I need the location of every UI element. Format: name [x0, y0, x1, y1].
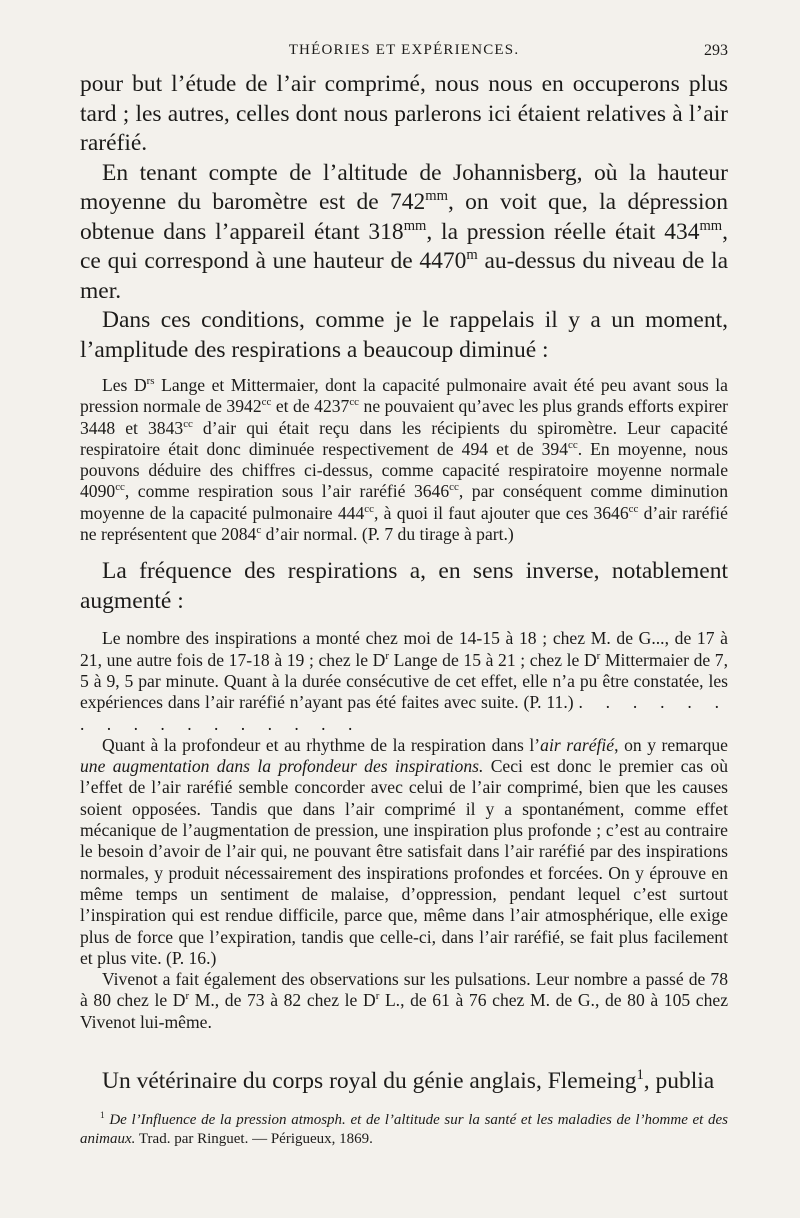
running-title: THÉORIES ET EXPÉRIENCES. — [288, 42, 520, 58]
quote-spirometer — [80, 375, 728, 545]
text-run: Quant à la profondeur et au rhythme de la respiration dans l’ — [102, 734, 541, 755]
unit-r: r — [385, 649, 389, 662]
text-run: Lange et Mittermaier, dont la capacité pulmonaire avait été peu avant sous la pression normale de 3942 — [80, 375, 728, 417]
text-run: , publia — [643, 1068, 715, 1095]
unit-c: c — [256, 524, 262, 537]
unit-m: m — [466, 247, 478, 264]
text-run: , la pression réelle était 434 — [426, 218, 700, 245]
text-run: , on y remarque — [614, 734, 728, 755]
page-header — [80, 40, 728, 70]
italic-run: air raréfié — [540, 734, 615, 755]
text-run: En tenant compte de l’altitude de Johannisberg, où la hauteur moyenne du baromètre est de 742 — [80, 159, 728, 215]
text-run: pour but l’étude de l’air comprimé, nous nous en occuperons plus tard ; les autres, celles dont nous parlerons ici étaient relatives à l’air raréfié. — [80, 71, 728, 156]
footnote-rest: Trad. par Ringuet. — Périgueux, 1869. — [135, 1131, 373, 1148]
unit-cc: cc — [261, 396, 272, 409]
text-run: , ce qui correspond à une hauteur de 4470 — [80, 218, 728, 274]
unit-cc: cc — [364, 502, 374, 515]
page-number: 293 — [704, 42, 728, 59]
unit-r: r — [375, 990, 380, 1003]
quote-depth-rhythm — [80, 735, 728, 969]
unit-cc: cc — [568, 439, 578, 452]
text-run: Vivenot a fait également des observations sur les pulsations. Leur nombre a passé de 78 à 80 chez le D — [80, 969, 728, 1011]
text-run: La fréquence des respirations a, en sens inverse, notablement augmenté : — [80, 558, 728, 614]
quote-pulsations — [80, 969, 728, 1033]
text-run: , par conséquent comme diminution moyenne de la capacité pulmonaire 444 — [80, 481, 728, 523]
text-run: Lange de 15 à 21 ; chez le D — [388, 649, 597, 670]
text-run: , comme respiration sous l’air raréfié 3646 — [124, 481, 450, 502]
text-run: d’air raréfié ne représentent que 2084 — [80, 502, 728, 545]
paragraph-veterinarian — [80, 1067, 728, 1097]
dot-leaders: . . . . . . . . . . . . . . . . . — [80, 692, 728, 734]
quote-inspirations — [80, 628, 728, 734]
unit-mm: mm — [425, 188, 448, 205]
text-run: Le nombre des inspirations a monté chez moi de 14-15 à 18 ; chez M. de G..., de 17 à 21, une autre fois de 17-18 à 19 ; chez le D — [80, 628, 728, 670]
paragraph-amplitude — [80, 306, 728, 365]
unit-cc: cc — [183, 417, 193, 430]
unit-cc: cc — [449, 481, 459, 494]
text-run: Un vétérinaire du corps royal du génie anglais, Flemeing — [102, 1068, 637, 1095]
unit-rs: rs — [146, 375, 155, 388]
text-run: Mittermaier de 7, 5 à 9, 5 par minute. Quant à la durée consécutive de cet effet, elle n’a pu être constatée, les expériences dans l’air raréfié n’ayant pas été faites avec suite. (P. 11.) — [80, 649, 728, 713]
footnote — [80, 1111, 728, 1150]
paragraph-frequency — [80, 557, 728, 616]
unit-cc: cc — [115, 481, 125, 494]
text-run: ne pouvaient qu’avec les plus grands efforts expirer 3448 et 3843 — [80, 396, 728, 438]
italic-run: une augmentation dans la profondeur des inspirations. — [80, 756, 484, 777]
text-run: d’air qui était reçu dans les récipients du spiromètre. Leur capacité respiratoire était donc diminuée respectivement de 494 et de 394 — [80, 417, 728, 459]
text-run: Dans ces conditions, comme je le rappelais il y a un moment, l’amplitude des respirations a beaucoup diminué : — [80, 307, 728, 363]
footnote-title: De l’Influence de la pression atmosph. et de l’altitude sur la santé et les maladies de l’homme et des animaux. — [80, 1111, 729, 1148]
text-run: , on voit que, la dépression obtenue dans l’appareil étant 318 — [80, 189, 728, 245]
text-run: Ceci est donc le premier cas où l’effet de l’air raréfié semble concorder avec celui de l’air comprimé, bien que les causes soient opposées. Tandis que dans l’air comprimé il y a spontanément, comme effet mécanique de l’augmentation de pression, une inspiration plus profonde ; c’est au contraire le besoin d’avoir de l’air qui, ne pouvant être satisfait dans l’air raréfié par des inspirations normales, y produit nécessairement des inspirations profondes et forcées. On y éprouve en même temps un sentiment de malaise, d’oppression, pendant lequel c’est surtout l’inspiration qui est rendue difficile, parce que, même dans l’air atmosphérique, elle exige plus de force que l’expiration, tandis que celle-ci, dans l’air raréfié, se fait plus facilement et plus vite. (P. 16.) — [80, 756, 728, 968]
text-run: L., de 61 à 76 chez M. de G., de 80 à 105 chez Vivenot lui-même. — [80, 990, 729, 1032]
text-run: au-dessus du niveau de la mer. — [80, 248, 728, 304]
unit-cc: cc — [349, 396, 360, 409]
footnote-number: 1 — [100, 1110, 105, 1121]
unit-r: r — [185, 990, 190, 1003]
text-run: M., de 73 à 82 chez le D — [189, 990, 376, 1011]
unit-cc: cc — [628, 502, 639, 515]
unit-mm: mm — [699, 217, 723, 234]
unit-r: r — [596, 649, 601, 662]
text-run: , à quoi il faut ajouter que ces 3646 — [373, 502, 629, 523]
text-run: et de 4237 — [271, 396, 350, 417]
paragraph-compressed-air — [80, 70, 728, 159]
text-run: Les D — [102, 375, 147, 395]
footnote-marker: 1 — [636, 1067, 644, 1084]
text-run: . En moyenne, nous pouvons déduire des chiffres ci-dessus, comme capacité respiratoire moyenne normale 4090 — [80, 438, 729, 502]
text-run: d’air normal. (P. 7 du tirage à part.) — [261, 524, 514, 545]
paragraph-johannisberg — [80, 159, 728, 307]
unit-mm: mm — [403, 217, 427, 234]
